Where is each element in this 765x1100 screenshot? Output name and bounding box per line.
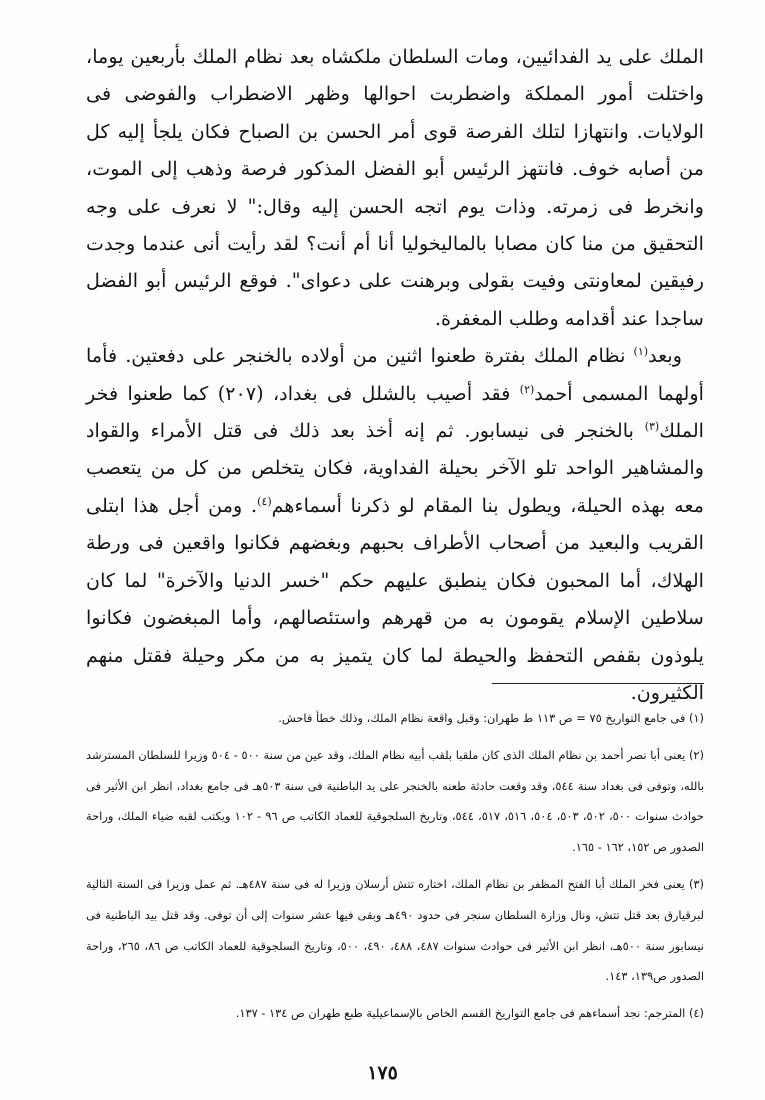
footnote-ref-1: (١) xyxy=(633,345,649,359)
footnote-3: (٣) يعنى فخر الملك أبا الفتح المظفر بن نظام الملك، اختاره تتش أرسلان وزيرا له فى سنة ٤٨٧هـ. ثم عمل وزيرا فى السنة التالية لبرقيارق بعد قتل تتش، ونال وزارة السلطان سنجر فى حدود ٤٩٠هـ وبقى فيها عشر سنوات إلى أن توفى. وقد قتل بيد الباطنية فى نيسابور سنة ٥٠٠هـ، انظر ابن الأثير فى حوادث سنوات ٤٨٧، ٤٨٨، ٤٩٠، ٥٠٠، وتاريخ السلجوقية للعماد الكاتب ص ٨٦، ٢٦٥، وراحة الصدور ص١٣٩، ١٤٣. xyxy=(86,876,704,984)
footnote-2: (٢) يعنى أبا نصر أحمد بن نظام الملك الذى كان ملقبا بلقب أبيه نظام الملك، وقد عين من سنة ٥٠٠ - ٥٠٤ وزيرا للسلطان المسترشد بالله، وتوفى فى بغداد سنة ٥٤٤، وقد وقعت حادثة طعنه بالخنجر على يد الباطنية فى سنة ٥٠٣هـ فى جامع بغداد، انظر ابن الأثير فى حوادث سنوات ٥٠٠، ٥٠٢، ٥٠٣، ٥٠٤، ٥١٦، ٥١٧، ٥٤٤، وتاريخ السلجوقية للعماد الكاتب ص ٩٦ - ١٠٢ ويكتب لقبه ضياء الملك، وراحة الصدور ص ١٥٢، ١٦٢ - ١٦٥. xyxy=(86,747,704,855)
page-number: ١٧٥ xyxy=(367,1062,398,1084)
paragraph-2-part: بالخنجر فى نيسابور. ثم إنه أخذ بعد ذلك فى قتل الأمراء والقواد والمشاهير الواحد تلو الآخر بحيلة الفداوية، فكان يتخلص من كل من يتعصب معه بهذه الحيلة، ويطول بنا المقام لو ذكرنا أسماءهم xyxy=(86,419,704,517)
footnote-ref-3: (٣) xyxy=(644,420,660,434)
paragraph-2-part: وبعد xyxy=(648,344,682,368)
footnote-ref-2: (٢) xyxy=(519,382,535,396)
footnote-ref-4: (٤) xyxy=(257,494,272,508)
paragraph-2-part: . ومن أجل هذا ابتلى القريب والبعيد من أصحاب الأطراف بحبهم وبغضهم فكانوا واقعين فى ورطة الهلاك، أما المحبون فكان ينطبق عليهم حكم "خسر الدنيا والآخرة" لما كان سلاطين الإسلام يقومون به من قهرهم واستئصالهم، وأما المبغضون فكانوا يلوذون بقفص التحفظ والحيطة لما كان يتميز به من مكر وحيلة فقتل منهم الكثيرون. xyxy=(86,493,704,704)
footnote-4: (٤) المترجم: نجد أسماءهم فى جامع التواريخ القسم الخاص بالإسماعيلية طبع طهران ص ١٣٤ - ١٣٧. xyxy=(235,1006,704,1021)
paragraph-1: الملك على يد الفدائيين، ومات السلطان ملكشاه بعد نظام الملك بأربعين يوما، واختلت أمور المملكة واضطربت احوالها وظهر الاضطراب والفوضى فى الولايات. وانتهازا لتلك الفرصة قوى أمر الحسن بن الصباح فكان يلجأ إليه كل من أصابه خوف. فانتهز الرئيس أبو الفضل المذكور فرصة وذهب إلى الموت، وانخرط فى زمرته. وذات يوم اتجه الحسن إليه وقال:" لا نعرف على وجه التحقيق من منا كان مصابا بالماليخوليا أنا أم أنت؟ لقد رأيت أنى عندما وجدت رفيقين لمعاونتى وفيت بقولى وبرهنت على دعواى". فوقع الرئيس أبو الفضل ساجدا عند أقدامه وطلب المغفرة. xyxy=(86,45,704,330)
main-text xyxy=(86,38,704,711)
paragraph-2 xyxy=(86,337,704,711)
footnote-1: (١) فى جامع التواريخ ٧٥ = ص ١١٣ ط طهران: وقبل واقعة نظام الملك، وذلك خطأ فاحش. xyxy=(278,711,704,725)
paragraph-2-part: فقد أصيب بالشلل فى بغداد، (٢٠٧) كما طعنوا فخر الملك xyxy=(86,381,704,443)
footnotes xyxy=(86,703,704,1029)
footnote-separator xyxy=(492,683,704,684)
paragraph-2-part: نظام الملك بفترة طعنوا اثنين من أولاده بالخنجر على دفعتين. فأما أولهما المسمى أحمد xyxy=(86,344,704,405)
